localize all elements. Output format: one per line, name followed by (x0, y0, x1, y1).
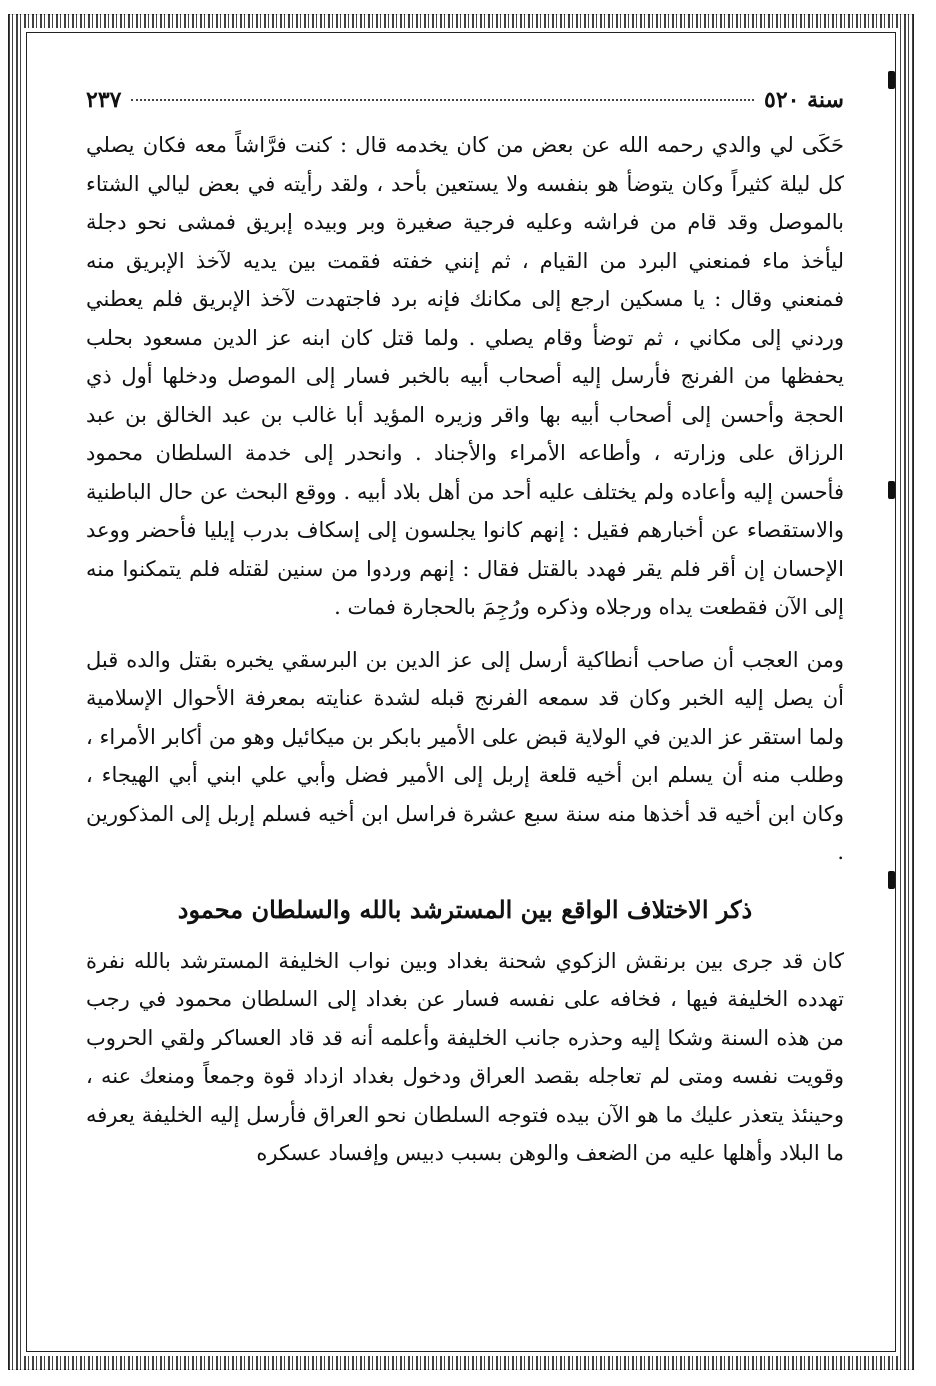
page-content (86, 82, 844, 1342)
margin-mark (888, 71, 895, 89)
running-header (86, 82, 844, 118)
margin-mark (888, 871, 895, 889)
section-paragraph: كان قد جرى بين برنقش الزكوي شحنة بغداد وبين نواب الخليفة المسترشد بالله نفرة تهدده الخليفة فيها ، فخافه على نفسه فسار عن بغداد إلى السلطان محمود في رجب من هذه السنة وشكا إليه وحذره جانب الخليفة وأعلمه أنه قد قاد العساكر ولقي الحروب وقويت نفسه ومتى لم تعاجله بقصد العراق ودخول بغداد ازداد قوة وجمعاً ومنعك عنه ، وحينئذ يتعذر عليك ما هو الآن بيده فتوجه السلطان نحو العراق فأرسل إليه الخليفة يعرفه ما البلاد وأهلها عليه من الضعف والوهن بسبب دبيس وإفساد عسكره (86, 948, 844, 1165)
page-number: ٢٣٧ (86, 87, 122, 113)
paragraph-2: ومن العجب أن صاحب أنطاكية أرسل إلى عز الدين بن البرسقي يخبره بقتل والده قبل أن يصل إليه الخبر وكان قد سمعه الفرنج قبله لشدة عنايته بمعرفة الأحوال الإسلامية ولما استقر عز الدين في الولاية قبض على الأمير بابكر بن ميكائيل وهو من أكابر الأمراء ، وطلب منه أن يسلم ابن أخيه قلعة إربل إلى الأمير فضل وأبي علي ابني أبي الهيجاء ، وكان ابن أخيه قد أخذها منه سنة سبع عشرة فراسل ابن أخيه فسلم إربل إلى المذكورين . (86, 647, 844, 864)
paragraph-1: حَكَى لي والدي رحمه الله عن بعض من كان يخدمه قال : كنت فرَّاشاً معه فكان يصلي كل ليلة كثيراً وكان يتوضأ هو بنفسه ولا يستعين بأحد ، ولقد رأيته في بعض ليالي الشتاء بالموصل وقد قام من فراشه وعليه فرجية صغيرة وبر وبيده إبريق فمشى نحو دجلة ليأخذ ماء فمنعني البرد من القيام ، ثم إنني خفته فقمت بين يديه لآخذ الإبريق منه فمنعني وقال : يا مسكين ارجع إلى مكانك فإنه برد فاجتهدت لآخذ الإبريق فلم يعطني وردني إلى مكاني ، ثم توضأ وقام يصلي . ولما قتل كان ابنه عز الدين مسعود بحلب يحفظها من الفرنج فأرسل إليه أصحاب أبيه بالخبر فسار إلى الموصل ودخلها أول ذي الحجة وأحسن إلى أصحاب أبيه بها واقر وزيره المؤيد أبا غالب بن عبد الخالق بن عبد الرزاق على وزارته ، وأطاعه الأمراء والأجناد . وانحدر إلى خدمة السلطان محمود فأحسن إليه وأعاده ولم يختلف عليه أحد من أهل بلاد أبيه . ووقع البحث عن حال الباطنية والاستقصاء عن أخبارهم فقيل : إنهم كانوا يجلسون إلى إسكاف بدرب إيليا فأحضر ووعد الإحسان إن أقر فلم يقر فهدد بالقتل فقال : إنهم وردوا من سنين لقتله فلم يتمكنوا منه إلى الآن فقطعت يداه ورجلاه وذكره ورُجِمَ بالحجارة فمات . (86, 133, 844, 619)
header-dotted-leader (131, 99, 754, 101)
margin-mark (888, 481, 895, 499)
section-heading: ذكر الاختلاف الواقع بين المسترشد بالله والسلطان محمود (177, 894, 753, 924)
header-year: سنة ٥٢٠ (764, 87, 844, 113)
